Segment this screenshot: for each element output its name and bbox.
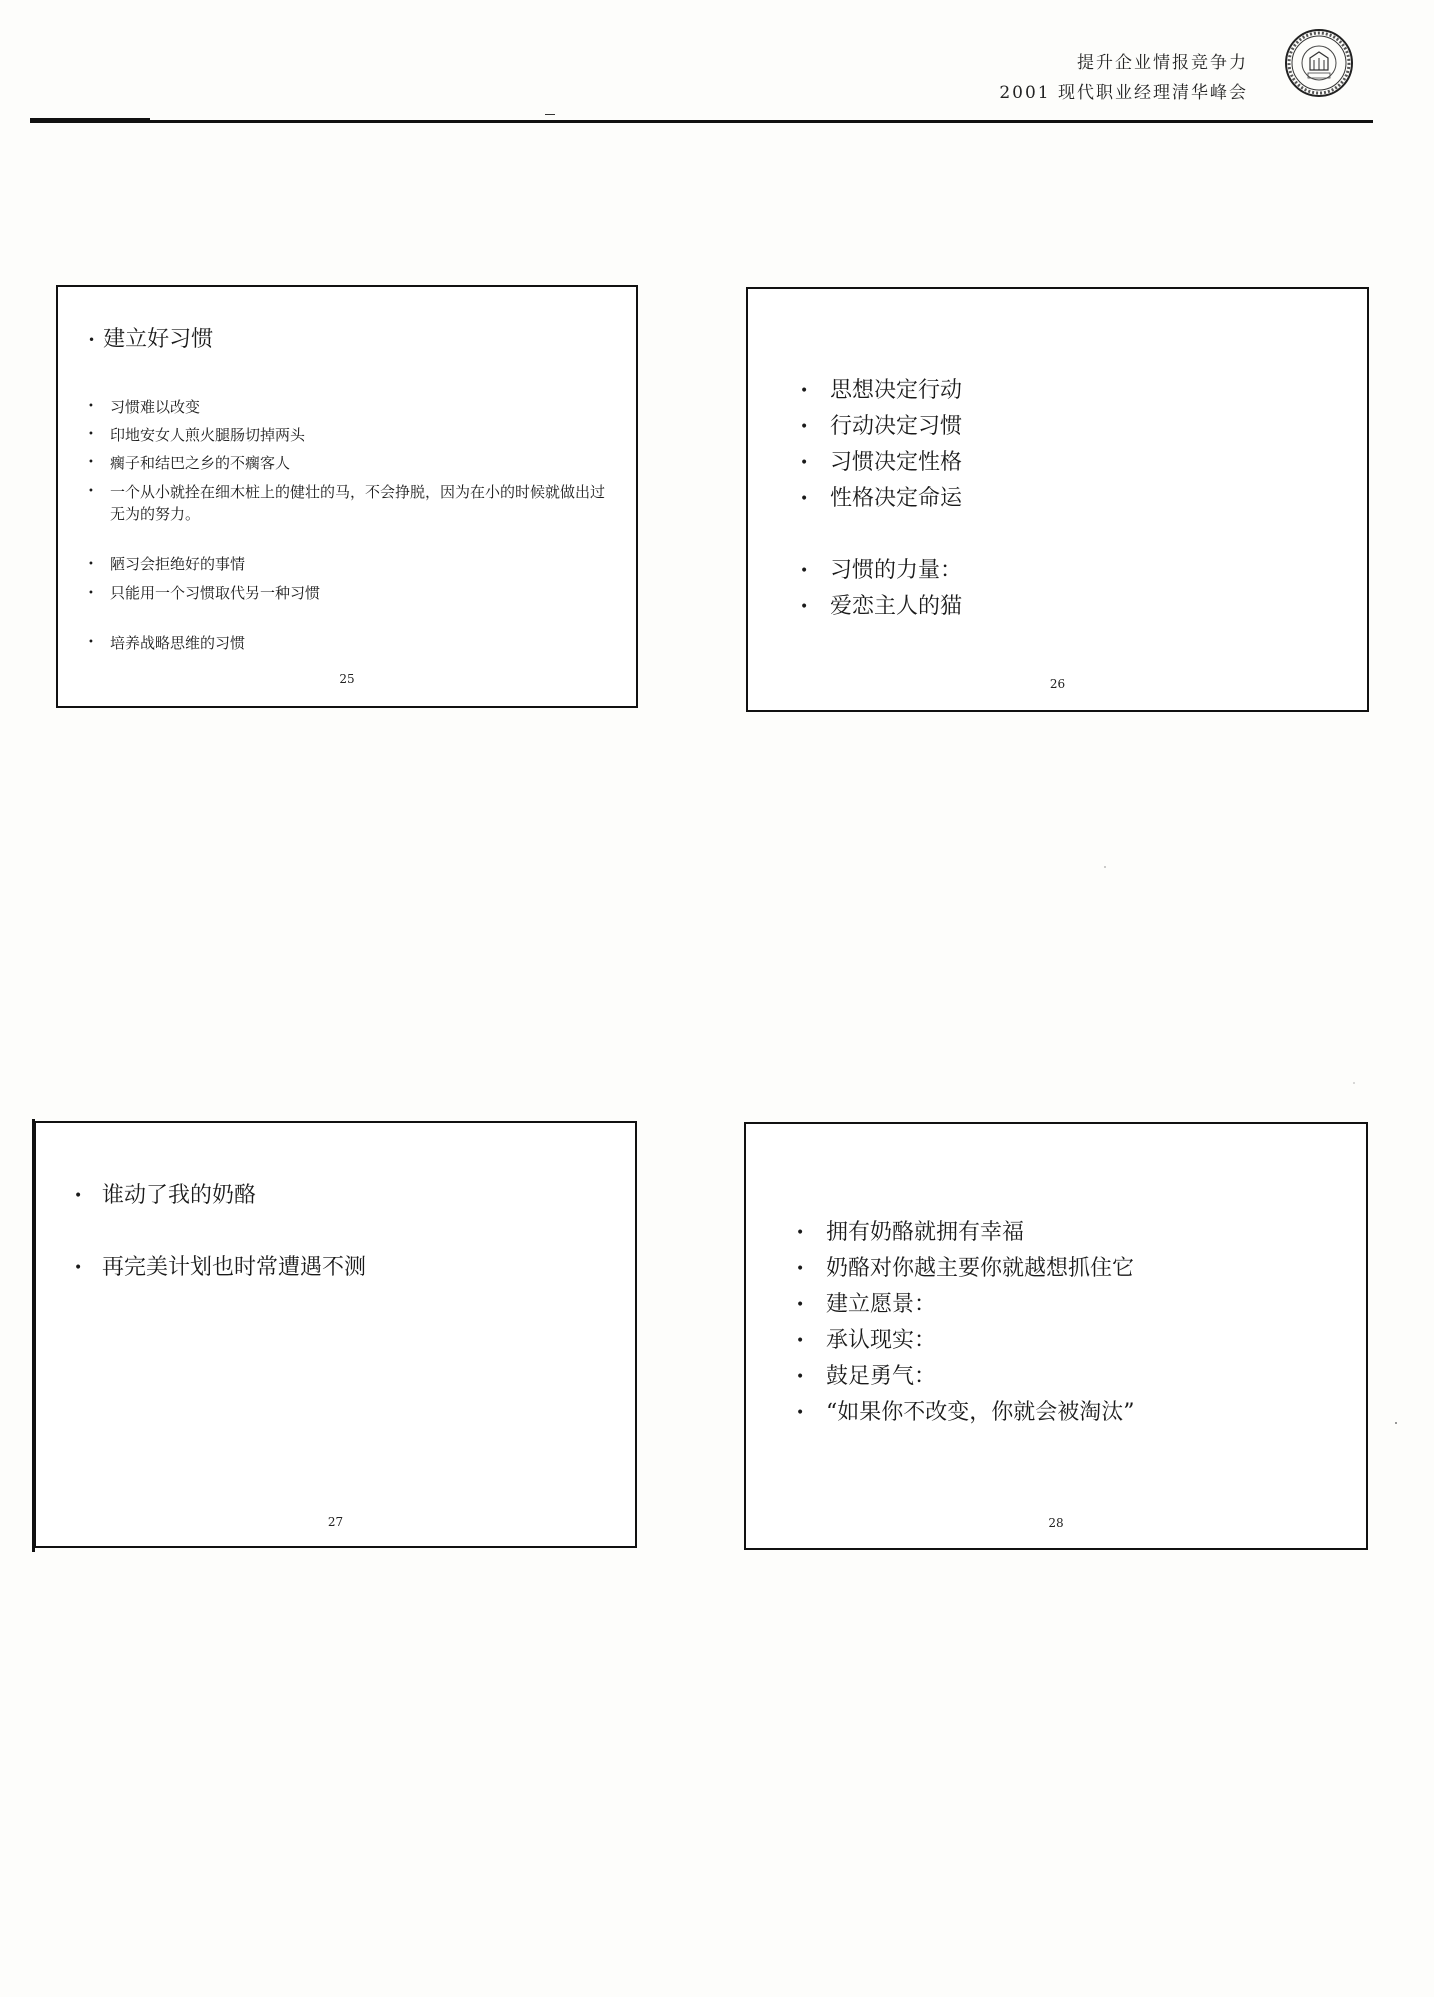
bullet-icon: • — [800, 383, 809, 399]
bullet-list — [88, 550, 608, 608]
bullet-icon: • — [796, 1225, 805, 1241]
list-item: • 奶酪对你越主要你就越想抓住它 — [796, 1251, 1135, 1287]
bullet-list — [88, 629, 608, 657]
slide-number: 28 — [1048, 1516, 1064, 1530]
slide-number: 25 — [339, 672, 355, 686]
bullet-icon: • — [88, 486, 94, 497]
slide-28 — [744, 1122, 1368, 1550]
bullet-icon: • — [800, 599, 809, 615]
slide-27 — [34, 1121, 637, 1548]
rule-mark — [545, 114, 555, 115]
header-title: 提升企业情报竞争力 — [1077, 53, 1248, 73]
bullet-icon: • — [88, 588, 94, 599]
list-item: • 印地安女人煎火腿肠切掉两头 — [88, 421, 608, 449]
list-item: • 谁动了我的奶酪 — [74, 1178, 256, 1214]
list-item: • 培养战略思维的习惯 — [88, 629, 608, 657]
slide-25 — [56, 285, 638, 708]
bullet-icon: • — [800, 455, 809, 471]
bullet-icon: • — [74, 1188, 83, 1204]
bullet-icon: • — [796, 1261, 805, 1277]
list-item: • 只能用一个习惯取代另一种习惯 — [88, 579, 608, 608]
scan-speck — [1104, 866, 1106, 868]
bullet-icon: • — [88, 429, 94, 440]
bullet-icon: • — [800, 419, 809, 435]
list-item: • 习惯难以改变 — [88, 393, 608, 421]
bullet-icon: • — [88, 401, 94, 412]
list-item: • 承认现实： — [796, 1323, 1135, 1359]
list-item: • 建立愿景： — [796, 1287, 1135, 1323]
slide-26 — [746, 287, 1369, 712]
list-item: • 瘸子和结巴之乡的不瘸客人 — [88, 449, 608, 477]
university-seal-icon — [1284, 28, 1354, 98]
bullet-icon: • — [88, 457, 94, 468]
bullet-icon: • — [796, 1333, 805, 1349]
scan-speck — [1353, 1082, 1355, 1084]
slide-title: • 建立好习惯 — [88, 327, 214, 352]
list-item: • “如果你不改变，你就会被淘汰” — [796, 1395, 1135, 1431]
bullet-icon: • — [800, 491, 809, 507]
list-item: • 陋习会拒绝好的事情 — [88, 550, 608, 579]
list-item: • 鼓足勇气： — [796, 1359, 1135, 1395]
bullet-icon: • — [88, 637, 94, 648]
list-item: • 习惯的力量： — [800, 553, 962, 589]
bullet-icon: • — [88, 333, 96, 347]
list-item: • 爱恋主人的猫 — [800, 589, 962, 625]
header-subtitle: 2001 现代职业经理清华峰会 — [999, 83, 1248, 103]
list-item: • 再完美计划也时常遭遇不测 — [74, 1250, 366, 1286]
list-item: • 性格决定命运 — [800, 481, 962, 517]
slide-number: 27 — [327, 1515, 344, 1529]
slide-number: 26 — [1049, 677, 1066, 691]
bullet-icon: • — [796, 1405, 805, 1421]
bullet-list — [88, 393, 608, 525]
bullet-list — [800, 373, 962, 517]
list-item: • 拥有奶酪就拥有幸福 — [796, 1215, 1135, 1251]
scan-speck — [1395, 1422, 1397, 1424]
list-item: • 思想决定行动 — [800, 373, 962, 409]
list-item: • 一个从小就拴在细木桩上的健壮的马，不会挣脱，因为在小的时候就做出过无为的努力。 — [88, 483, 606, 523]
list-item: • 习惯决定性格 — [800, 445, 962, 481]
page-header — [999, 48, 1248, 108]
bullet-icon: • — [800, 563, 809, 579]
bullet-list — [74, 1178, 256, 1214]
bullet-icon: • — [796, 1369, 805, 1385]
list-item: • 行动决定习惯 — [800, 409, 962, 445]
bullet-icon: • — [796, 1297, 805, 1313]
bullet-icon: • — [88, 559, 94, 570]
bullet-list — [800, 553, 962, 625]
bullet-icon: • — [74, 1260, 83, 1276]
bullet-list — [74, 1250, 366, 1286]
bullet-list — [796, 1215, 1135, 1431]
header-rule — [30, 120, 1373, 123]
